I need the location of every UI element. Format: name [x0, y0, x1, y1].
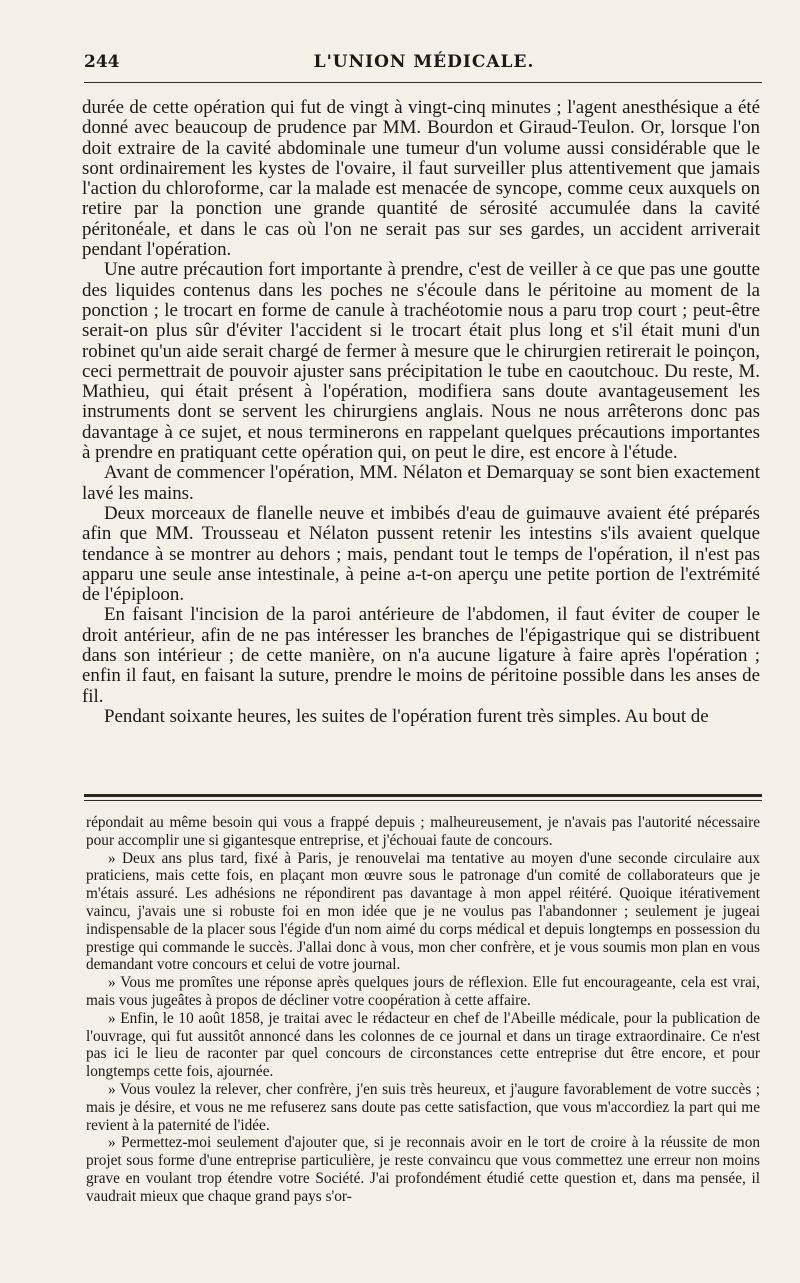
page-number: 244	[84, 52, 120, 72]
header-rule	[84, 82, 762, 83]
journal-title: L'UNION MÉDICALE.	[313, 52, 535, 72]
main-paragraph: Une autre précaution fort importante à prendre, c'est de veiller à ce que pas une goutte des liquides contenus dans les poches ne s'écoule dans le péritoine au moment de la ponction ; le trocart en forme de canule à trachéotomie nous a paru trop court ; peut-être serait-on plus sûr d'éviter l'accident si le trocart était plus long et s'il était muni d'un robinet qu'un aide serait chargé de fermer à mesure que le chirurgien retirerait le poinçon, ceci permettrait de pouvoir ajuster sans précipitation le tube en caoutchouc. Du reste, M. Mathieu, qui était présent à l'opération, modifiera sans doute avantageusement les instruments dont se servent les chirurgiens anglais. Nous ne nous arrêterons donc pas davantage à ce sujet, et nous terminerons en rappelant quelques précautions importantes à prendre en pratiquant cette opération qui, on peut le dire, est encore à l'étude.	[82, 259, 760, 464]
footnote-paragraph: répondait au même besoin qui vous a frappé depuis ; malheureusement, je n'avais pas l'autorité nécessaire pour accomplir une si gigantesque entreprise, et j'échouai faute de concours.	[86, 814, 760, 849]
footnote-paragraph: » Enfin, le 10 août 1858, je traitai avec le rédacteur en chef de l'Abeille médicale, pour la publication de l'ouvrage, qui fut aussitôt annoncé dans les colonnes de ce journal et dans un tirage extraordinaire. Ce n'est pas ici le lieu de raconter par quel concours de circonstances cette entreprise dut être encore, et pour longtemps cette fois, ajournée.	[86, 1009, 760, 1081]
footnote-text	[86, 814, 760, 1206]
main-paragraph: Avant de commencer l'opération, MM. Nélaton et Demarquay se sont bien exactement lavé les mains.	[82, 462, 760, 504]
main-paragraph: durée de cette opération qui fut de vingt à vingt-cinq minutes ; l'agent anesthésique a été donné avec beaucoup de prudence par MM. Bourdon et Giraud-Teulon. Or, lorsque l'on doit extraire de la cavité abdominale une tumeur d'un volume aussi considérable que le sont ordinairement les kystes de l'ovaire, il faut surveiller plus attentivement que jamais l'action du chloroforme, car la malade est menacée de syncope, comme ceux auxquels on retire par la ponction une grande quantité de sérosité accumulée dans la cavité péritonéale, et dans le cas où l'on ne serait pas sur ses gardes, un accident arriverait pendant l'opération.	[82, 97, 760, 261]
main-paragraph: En faisant l'incision de la paroi antérieure de l'abdomen, il faut éviter de couper le droit antérieur, afin de ne pas intéresser les branches de l'épigastrique qui se distribuent dans son intérieur ; de cette manière, on n'a aucune ligature à faire après l'opération ; enfin il faut, en faisant la suture, prendre le moins de péritoine possible dans les anses de fil.	[82, 604, 760, 707]
footnote-paragraph: » Deux ans plus tard, fixé à Paris, je renouvelai ma tentative au moyen d'une seconde circulaire aux praticiens, mais cette fois, en plaçant mon œuvre sous le patronage d'un comité de collaborateurs que je m'étais assuré. Les adhésions ne répondirent pas davantage à mon appel réitéré. Quoique itérativement vaincu, j'avais une si robuste foi en mon idée que je ne voulus pas l'abandonner ; seulement je jugeai indispensable de la placer sous l'égide d'un nom aimé du corps médical et depuis longtemps en possession du prestige qui commande le succès. J'allai donc à vous, mon cher confrère, et je vous soumis mon plan en vous demandant votre concours et celui de votre journal.	[86, 849, 760, 974]
main-paragraph: Deux morceaux de flanelle neuve et imbibés d'eau de guimauve avaient été préparés afin que MM. Trousseau et Nélaton pussent retenir les intestins s'ils avaient quelque tendance à se montrer au dehors ; mais, pendant tout le temps de l'opération, il n'est pas apparu une seule anse intestinale, à peine a-t-on aperçu une petite portion de l'extrémité de l'épiploon.	[82, 502, 760, 606]
footnote-paragraph: » Vous me promîtes une réponse après quelques jours de réflexion. Elle fut encourageante, cela est vrai, mais vous jugeâtes à propos de décliner votre coopération à cette affaire.	[86, 974, 760, 1009]
page-header	[84, 52, 764, 78]
footnote-separator	[84, 794, 762, 801]
main-paragraph: Pendant soixante heures, les suites de l'opération furent très simples. Au bout de	[104, 705, 709, 727]
footnote-paragraph: » Permettez-moi seulement d'ajouter que, si je reconnais avoir en le tort de croire à la réussite de mon projet sous forme d'une entreprise particulière, je reste convaincu que vous commettez une erreur non moins grave en voulant trop étendre votre Société. J'ai profondément étudié cette question et, dans ma pensée, il vaudrait mieux que chaque grand pays s'or-	[86, 1134, 760, 1205]
footnote-paragraph: » Vous voulez la relever, cher confrère, j'en suis très heureux, et j'augure favorablement de votre succès ; mais je désire, et vous ne me refuserez sans doute pas cette satisfaction, que vous m'accordiez la part qui me revient à la paternité de l'idée.	[86, 1080, 760, 1134]
main-text	[82, 98, 760, 727]
